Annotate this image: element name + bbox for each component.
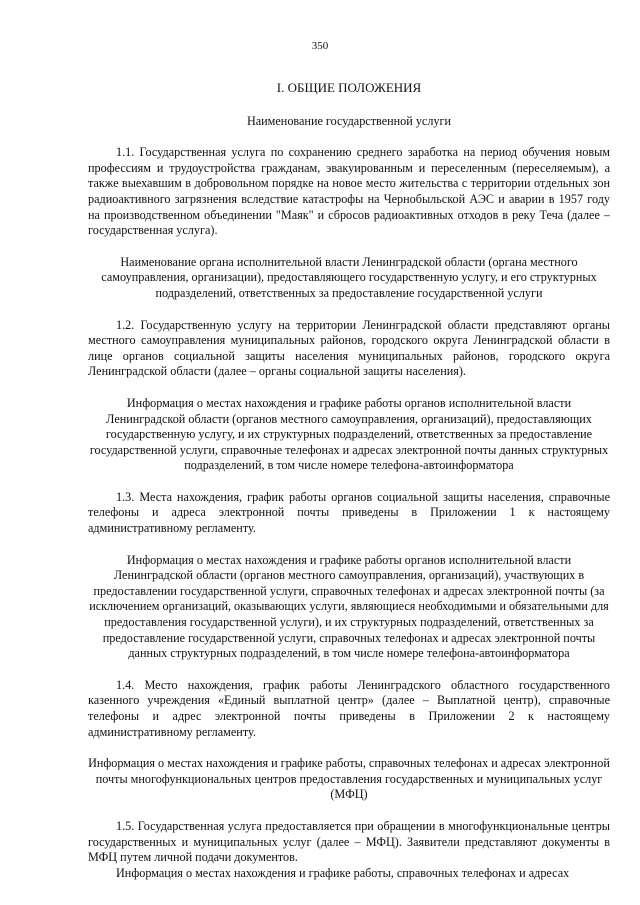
paragraph-1-2: 1.2. Государственную услугу на территории Ленинградской области представляют органы местного самоуправления муниципальных районов, городского округа Ленинградской области в лице органов социальной защиты населения муниципальных районов, городского округа Ленинградской области (далее – органы социальной защиты населения). [88, 317, 610, 379]
section-title: I. ОБЩИЕ ПОЛОЖЕНИЯ [276, 80, 422, 95]
paragraph-mfc-info: Информация о местах нахождения и графике работы, справочных телефонах и адресах [116, 865, 570, 880]
heading-mfc: Информация о местах нахождения и графике работы, справочных телефонах и адресах электронной почты многофункциональных центров предоставления государственных и муниципальных услуг (МФЦ) [88, 756, 610, 802]
page-number: 350 [311, 40, 329, 52]
heading-location-info: Информация о местах нахождения и графике работы органов исполнительной власти Ленинградской области (органов местного самоуправления, организаций), предоставляющих государственную услугу, и их структурных подразделений, ответственных за предоставление государственной услуги, справочные телефонах и адресах электронной почты данных структурных подразделений, в том числе номере телефона-автоинформатора [89, 395, 609, 473]
heading-participating-orgs: Информация о местах нахождения и графике работы органов исполнительной власти Ленинградской области (органов местного самоуправления, организаций), участвующих в предоставлении государственной услуги, справочных телефонах и адресах электронной почты (за исключением организаций, оказывающих услуги, являющиеся необходимыми и обязательными для предоставления государственной услуги), и их структурных подразделений, ответственных за предоставление государственной услуги, справочных телефонах и адресах электронной почты данных структурных подразделений, в том числе номере телефона-автоинформатора [89, 552, 609, 661]
heading-authority: Наименование органа исполнительной власти Ленинградской области (органа местного самоуправления, организации), предоставляющего государственную услугу, и его структурных подразделений, ответственных за предоставление государственной услуги [101, 254, 597, 300]
heading-service-name: Наименование государственной услуги [246, 113, 452, 128]
paragraph-1-1: 1.1. Государственная услуга по сохранению среднего заработка на период обучения новым профессиям и трудоустройства гражданам, эвакуированным и переселенным (переселяемым), а также выехавшим в добровольном порядке на новое место жительства с территории отдельных зон радиоактивного загрязнения вследствие катастрофы на Чернобыльской АЭС и аварии в 1957 году на производственном объединении "Маяк" и сбросов радиоактивных отходов в реку Теча (далее – государственная услуга). [88, 145, 610, 238]
paragraph-1-5: 1.5. Государственная услуга предоставляется при обращении в многофункциональные центры государственных и муниципальных услуг (далее – МФЦ). Заявители представляют документы в МФЦ путем личной подачи документов. [88, 818, 610, 865]
document-body [88, 80, 610, 881]
paragraph-1-3: 1.3. Места нахождения, график работы органов социальной защиты населения, справочные телефоны и адреса электронной почты приведены в Приложении 1 к настоящему административному регламенту. [88, 489, 610, 536]
paragraph-1-4: 1.4. Место нахождения, график работы Ленинградского областного государственного казенного учреждения «Единый выплатной центр» (далее – Выплатной центр), справочные телефоны и адрес электронной почты приведены в Приложении 2 к настоящему административному регламенту. [88, 677, 610, 739]
